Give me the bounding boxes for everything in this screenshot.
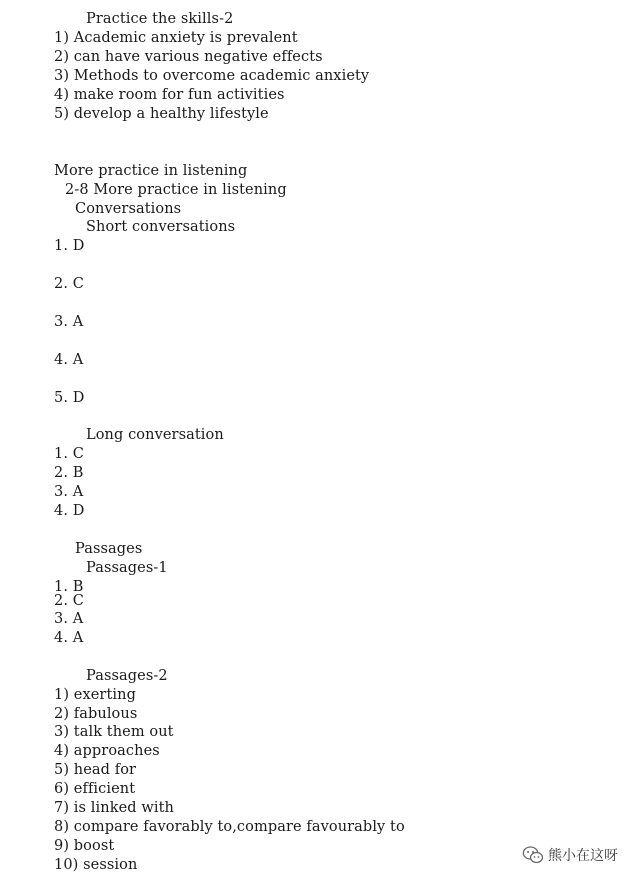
answer-line: 1) exerting [54, 687, 136, 703]
answer-line: 7) is linked with [54, 800, 174, 816]
answer-line: 3) Methods to overcome academic anxiety [54, 68, 370, 84]
answer-line: 1. D [54, 238, 85, 254]
watermark [522, 845, 618, 865]
answer-line: 5. D [54, 390, 85, 406]
answer-line: 2. C [54, 593, 84, 609]
section-heading: Passages [75, 541, 143, 557]
answer-line: 9) boost [54, 838, 115, 854]
answer-line: 5) head for [54, 762, 137, 778]
watermark-text: 熊小在这呀 [548, 848, 618, 864]
section-heading: More practice in listening [54, 163, 248, 179]
section-heading: 2-8 More practice in listening [65, 182, 287, 198]
wechat-icon [522, 845, 544, 865]
answer-line: 4) make room for fun activities [54, 87, 285, 103]
section-heading: Short conversations [86, 219, 236, 235]
answer-line: 2. C [54, 276, 84, 292]
answer-line: 2) can have various negative effects [54, 49, 323, 65]
answer-line: 3. A [54, 314, 84, 330]
answer-line: 4. D [54, 503, 85, 519]
answer-line: 1) Academic anxiety is prevalent [54, 30, 298, 46]
section-heading: Long conversation [86, 427, 224, 443]
answer-line: 5) develop a healthy lifestyle [54, 106, 269, 122]
answer-line: 10) session [54, 857, 138, 873]
section-heading: Practice the skills-2 [86, 11, 234, 27]
answer-line: 2) fabulous [54, 706, 138, 722]
answer-line: 1. B [54, 579, 84, 595]
answer-line: 2. B [54, 465, 84, 481]
answer-line: 3. A [54, 611, 84, 627]
answer-line: 4) approaches [54, 743, 160, 759]
section-heading: Conversations [75, 201, 182, 217]
section-heading: Passages-2 [86, 668, 168, 684]
answer-line: 3. A [54, 484, 84, 500]
section-heading: Passages-1 [86, 560, 168, 576]
answer-line: 1. C [54, 446, 84, 462]
answer-line: 4. A [54, 352, 84, 368]
answer-line: 8) compare favorably to,compare favourably to [54, 819, 405, 835]
answer-line: 6) efficient [54, 781, 136, 797]
answer-line: 3) talk them out [54, 724, 174, 740]
answer-line: 4. A [54, 630, 84, 646]
